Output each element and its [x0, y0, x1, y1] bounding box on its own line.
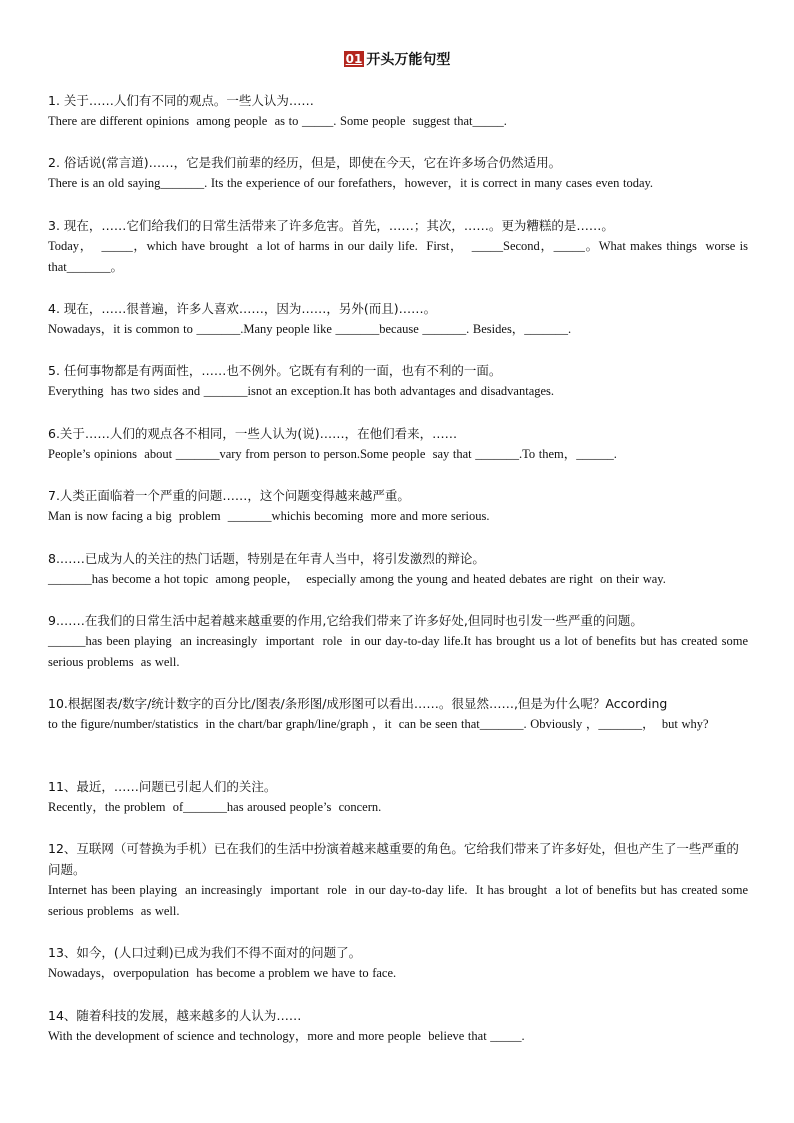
section-number-badge: 01 — [345, 52, 363, 66]
english-sentence: There is an old saying_______. Its the experience of our forefathers，however，it is correct in many cases even today. — [48, 176, 654, 190]
list-item — [48, 152, 748, 194]
english-sentence: People’s opinions about _______vary from person to person.Some people say that _______.To them，______. — [48, 447, 617, 461]
list-item — [48, 610, 752, 673]
page-title-text: 开头万能句型 — [366, 52, 451, 68]
list-item — [48, 548, 748, 590]
chinese-sentence: 4. 现在，……很普遍，许多人喜欢……，因为……，另外(而且)……。 — [48, 301, 437, 316]
list-item — [48, 423, 748, 465]
english-sentence: Internet has been playing an increasingly important role in our day-to-day life. It has brought a lot of benefits but has created some serious problems as well. — [48, 883, 752, 918]
chinese-sentence: 1. 关于……人们有不同的观点。一些人认为…… — [48, 93, 314, 108]
list-item — [48, 838, 752, 922]
list-item — [48, 90, 748, 132]
english-sentence: There are different opinions among people as to _____. Some people suggest that_____. — [48, 114, 507, 128]
list-item — [48, 215, 752, 278]
english-sentence: Today， _____，which have brought a lot of harms in our daily life. First， _____Second，_____。What makes things worse is that_______。 — [48, 239, 752, 274]
chinese-sentence: 3. 现在，……它们给我们的日常生活带来了许多危害。首先，……；其次，……。更为糟糕的是……。 — [48, 218, 614, 233]
english-sentence: With the development of science and technology，more and more people believe that _____. — [48, 1029, 525, 1043]
chinese-sentence: 8.……已成为人的关注的热门话题，特别是在年青人当中，将引发激烈的辩论。 — [48, 551, 485, 566]
chinese-sentence: 2. 俗话说(常言道)……，它是我们前辈的经历，但是，即使在今天，它在许多场合仍然适用。 — [48, 155, 562, 170]
list-item — [48, 298, 748, 340]
english-sentence: Nowadays，overpopulation has become a problem we have to face. — [48, 966, 397, 980]
english-sentence: Recently，the problem of_______has aroused people’s concern. — [48, 800, 382, 814]
english-sentence: ______has been playing an increasingly important role in our day-to-day life.It has brought us a lot of benefits but has created some serious problems as well. — [48, 634, 752, 669]
english-sentence: Man is now facing a big problem _______whichis becoming more and more serious. — [48, 509, 490, 523]
chinese-sentence: 13、如今，(人口过剩)已成为我们不得不面对的问题了。 — [48, 945, 362, 960]
english-sentence: _______has become a hot topic among people， especially among the young and heated debates are right on their way. — [48, 572, 666, 586]
english-sentence: Nowadays，it is common to _______.Many people like _______because _______. Besides，_______. — [48, 322, 572, 336]
list-item — [48, 776, 748, 818]
list-item — [48, 1005, 748, 1047]
chinese-sentence: 9.……在我们的日常生活中起着越来越重要的作用,它给我们带来了许多好处,但同时也引发一些严重的问题。 — [48, 613, 643, 628]
chinese-sentence: 12、互联网（可替换为手机）已在我们的生活中扮演着越来越重要的角色。它给我们带来了许多好处，但也产生了一些严重的问题。 — [48, 841, 739, 877]
list-item — [48, 693, 748, 735]
list-item — [48, 485, 748, 527]
list-item — [48, 360, 748, 402]
chinese-sentence: 14、随着科技的发展，越来越多的人认为…… — [48, 1008, 302, 1023]
chinese-sentence: 5. 任何事物都是有两面性，……也不例外。它既有有利的一面，也有不利的一面。 — [48, 363, 502, 378]
english-sentence: Everything has two sides and _______isnot an exception.It has both advantages and disadvantages. — [48, 384, 555, 398]
list-item — [48, 942, 748, 984]
chinese-sentence: 11、最近，……问题已引起人们的关注。 — [48, 779, 277, 794]
page-title — [0, 49, 794, 69]
chinese-sentence: 10.根据图表/数字/统计数字的百分比/图表/条形图/成形图可以看出……。很显然……,但是为什么呢？According — [48, 696, 668, 711]
english-sentence: to the figure/number/statistics in the chart/bar graph/line/graph ，it can be seen that_______. Obviously ，_______， but why? — [48, 717, 709, 731]
chinese-sentence: 7.人类正面临着一个严重的问题……，这个问题变得越来越严重。 — [48, 488, 410, 503]
chinese-sentence: 6.关于……人们的观点各不相同，一些人认为(说)……，在他们看来，…… — [48, 426, 458, 441]
